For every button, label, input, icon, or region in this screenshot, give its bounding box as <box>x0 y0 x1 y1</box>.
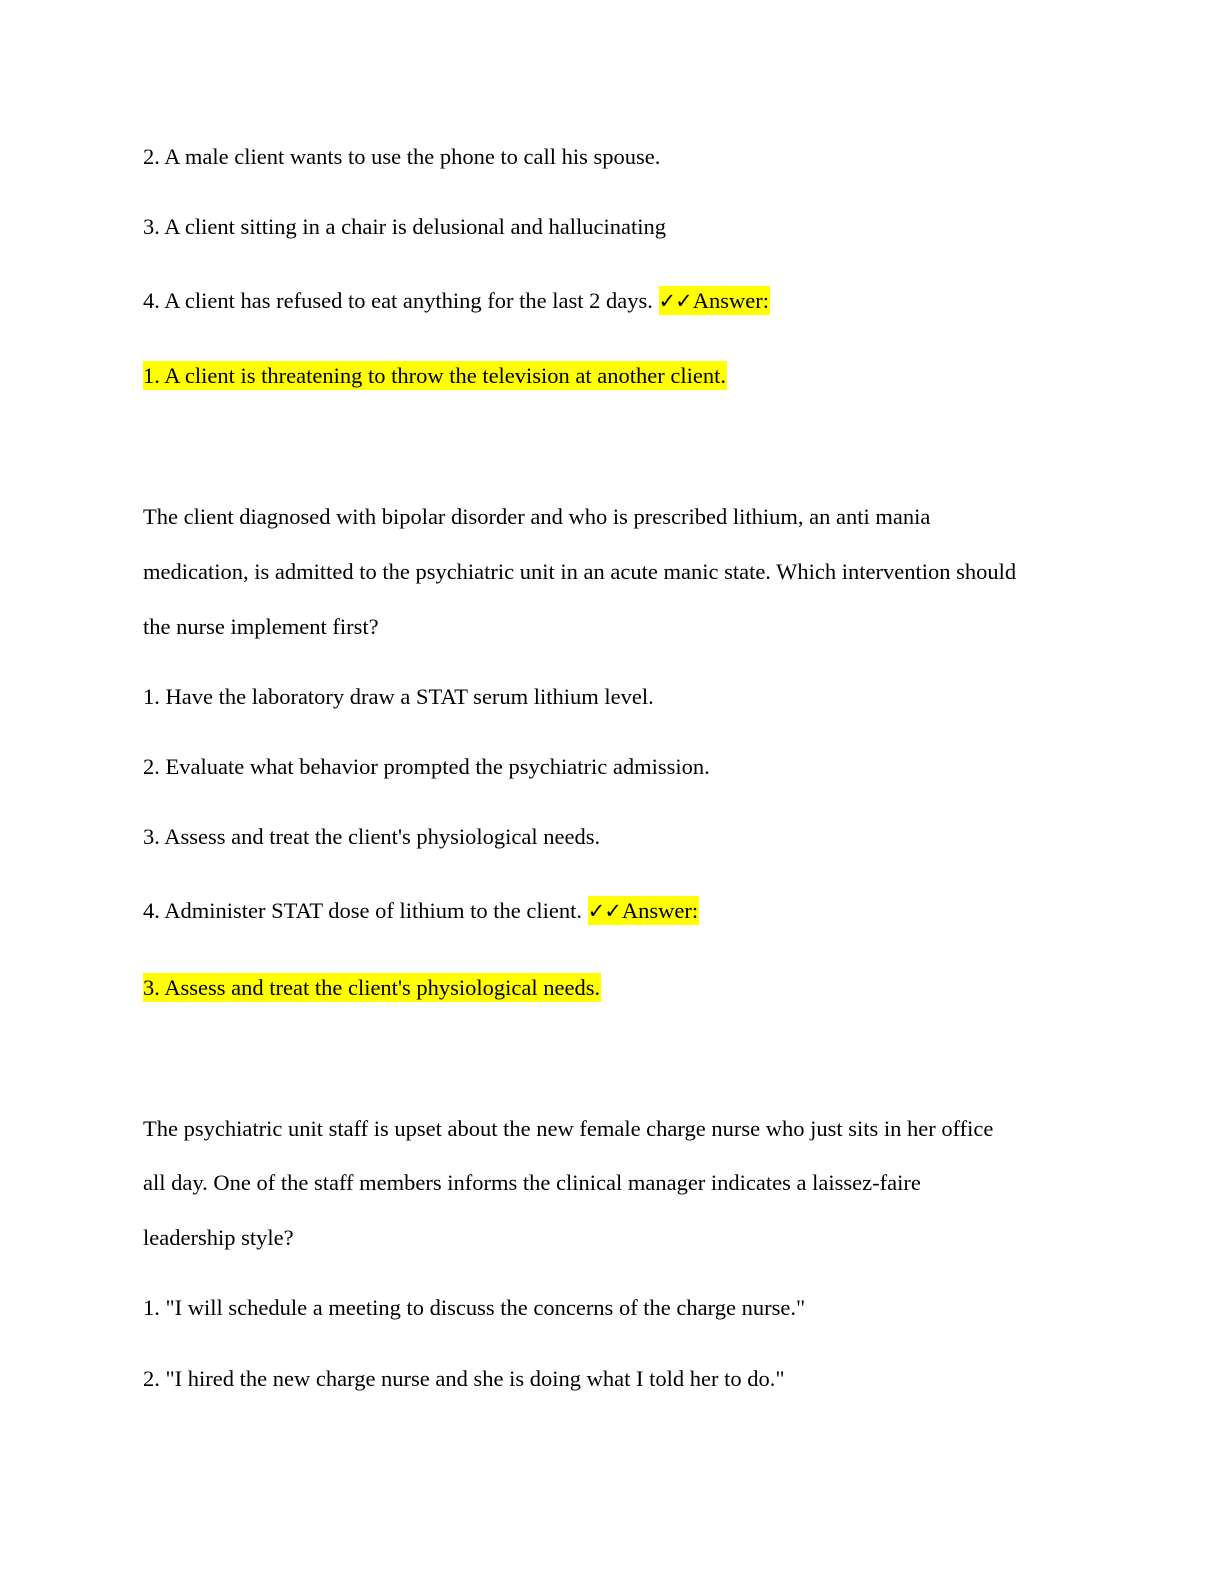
check-mark-icon: ✓✓ <box>658 289 692 313</box>
q1-answer <box>143 362 727 390</box>
q3-option-2: 2. "I hired the new charge nurse and she is doing what I told her to do." <box>143 1366 785 1391</box>
q1-answer-marker <box>659 286 770 315</box>
q2-answer-marker <box>588 896 699 925</box>
q2-option-4 <box>143 897 699 925</box>
q2-option-3: 3. Assess and treat the client's physiological needs. <box>143 824 601 849</box>
q2-stem-line-1: The client diagnosed with bipolar disorder and who is prescribed lithium, an anti mania <box>143 504 931 529</box>
q2-stem-line-2: medication, is admitted to the psychiatric unit in an acute manic state. Which intervention should <box>143 559 1017 584</box>
q1-answer-text: 1. A client is threatening to throw the television at another client. <box>143 363 726 388</box>
q2-option-2: 2. Evaluate what behavior prompted the psychiatric admission. <box>143 754 710 779</box>
q3-stem-line-1: The psychiatric unit staff is upset about the new female charge nurse who just sits in her office <box>143 1116 994 1141</box>
q2-option-1: 1. Have the laboratory draw a STAT serum lithium level. <box>143 684 654 709</box>
q2-answer-text: 3. Assess and treat the client's physiological needs. <box>143 975 601 1000</box>
q2-answer <box>143 974 601 1002</box>
q1-option-2: 2. A male client wants to use the phone to call his spouse. <box>143 144 661 169</box>
q1-option-4 <box>143 287 770 315</box>
q3-option-1: 1. "I will schedule a meeting to discuss the concerns of the charge nurse." <box>143 1295 806 1320</box>
q2-answer-label: Answer: <box>621 898 699 923</box>
q1-answer-label: Answer: <box>692 288 769 313</box>
q1-option-3: 3. A client sitting in a chair is delusional and hallucinating <box>143 214 667 239</box>
q3-stem-line-2: all day. One of the staff members informs the clinical manager indicates a laissez-faire <box>143 1170 921 1195</box>
q2-option-4-text: 4. Administer STAT dose of lithium to the client. <box>143 898 583 923</box>
check-mark-icon: ✓✓ <box>587 899 621 923</box>
q1-option-4-text: 4. A client has refused to eat anything for the last 2 days. <box>143 288 653 313</box>
q2-stem-line-3: the nurse implement first? <box>143 614 379 639</box>
q3-stem-line-3: leadership style? <box>143 1225 294 1250</box>
